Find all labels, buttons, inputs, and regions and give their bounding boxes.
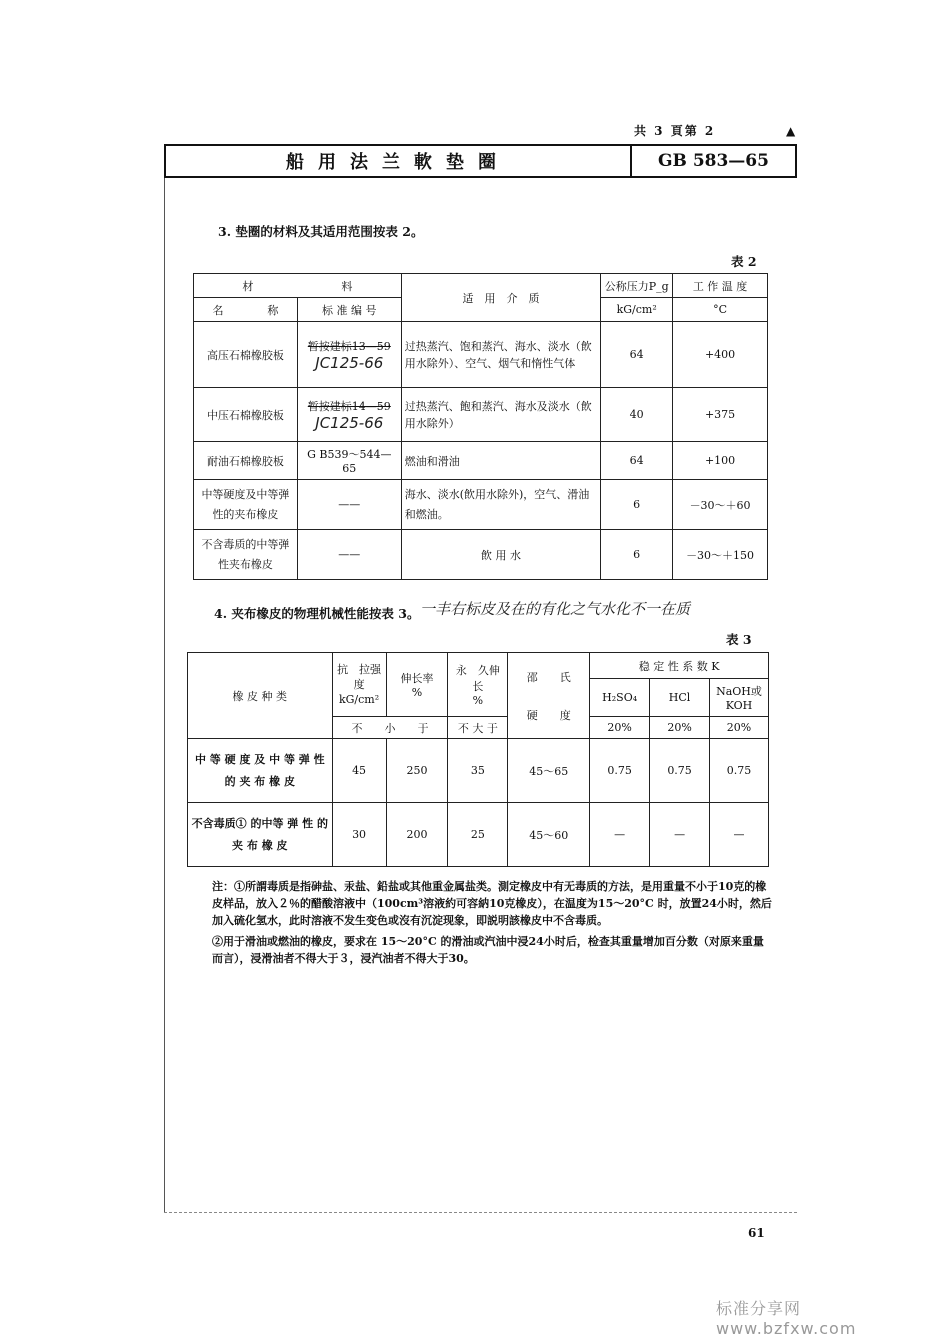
- th-max: 不 大 于: [448, 717, 508, 739]
- handwritten-note: 一丰右标皮及在的有化之气水化不一在质: [420, 600, 691, 618]
- th-min: 不 小 于: [332, 717, 448, 739]
- section-3-heading: 3. 垫圈的材料及其适用范围按表 2。: [218, 224, 424, 239]
- th-pct-3: 20%: [710, 717, 769, 739]
- cell-temp: +400: [673, 322, 768, 388]
- cell-perm: 35: [448, 739, 508, 803]
- watermark: 标准分享网 www.bzfxw.com: [716, 1299, 857, 1338]
- th-perm-label: 永 久伸 长: [455, 664, 511, 693]
- handwritten-stdno: JC125-66: [315, 353, 384, 372]
- table-row: [194, 480, 768, 530]
- cell-type: 中 等 硬 度 及 中 等 弹 性 的 夹 布 橡 皮: [188, 739, 333, 803]
- cell-h2so4: —: [590, 803, 650, 867]
- th-pct-2: 20%: [650, 717, 710, 739]
- th-medium: 适 用 介 质: [401, 274, 601, 322]
- cell-tensile: 45: [332, 739, 386, 803]
- cell-shore: 45～60: [508, 803, 590, 867]
- th-shore-label: 邵 氏: [526, 670, 571, 684]
- th-elong: [386, 653, 448, 717]
- cell-naoh: —: [710, 803, 769, 867]
- cell-medium: 过热蒸汽、飽和蒸汽、海水及淡水（飲用水除外）: [401, 388, 601, 442]
- th-pct-1: 20%: [590, 717, 650, 739]
- th-shore: [508, 653, 590, 739]
- cell-perm: 25: [448, 803, 508, 867]
- standard-number: GB 583—65: [658, 151, 769, 171]
- th-stdno: 标 准 编 号: [297, 298, 401, 322]
- cell-name: 中压石棉橡胶板: [194, 388, 298, 442]
- header-box: [164, 144, 797, 178]
- cell-temp: －30～＋150: [673, 530, 768, 580]
- th-elong-label: 伸长率: [400, 672, 434, 685]
- th-tensile-unit: kG/cm²: [338, 693, 380, 706]
- cell-hcl: 0.75: [650, 739, 710, 803]
- th-material: 材 料: [194, 274, 402, 298]
- cell-medium: 飲 用 水: [401, 530, 601, 580]
- table-3-label: 表 3: [726, 632, 752, 647]
- cell-name: 高压石棉橡胶板: [194, 322, 298, 388]
- cell-temp: +375: [673, 388, 768, 442]
- struck-stdno: 暂按建标14—59: [307, 399, 391, 413]
- cell-medium: 燃油和滑油: [401, 442, 601, 480]
- notes: [212, 878, 772, 967]
- table-2-label: 表 2: [731, 254, 757, 269]
- page-number: 61: [748, 1226, 765, 1240]
- cell-pressure: 6: [601, 530, 673, 580]
- th-tensile-label: 抗 拉强 度: [337, 663, 393, 691]
- th-perm: [448, 653, 511, 717]
- th-temp-unit: °C: [673, 298, 768, 322]
- th-shore-label2: 硬 度: [526, 708, 571, 722]
- struck-stdno: 暂按建标13—59: [307, 339, 391, 353]
- table-3: [187, 652, 769, 867]
- cell-hcl: —: [650, 803, 710, 867]
- table-row: [188, 803, 769, 867]
- doc-title: 船用法兰軟垫圈: [166, 146, 632, 176]
- cell-stdno: G B539～544—65: [297, 442, 401, 480]
- th-pressure: 公称压力P_g: [601, 274, 673, 298]
- cell-elong: 250: [386, 739, 448, 803]
- cell-temp: +100: [673, 442, 768, 480]
- section-4-heading: 4. 夹布橡皮的物理机械性能按表 3。: [214, 606, 420, 621]
- th-naoh: NaOH或KOH: [710, 679, 769, 717]
- cell-shore: 45～65: [508, 739, 590, 803]
- corner-mark: ▲: [786, 124, 796, 138]
- cell-medium: 海水、淡水(飲用水除外)，空气、滑油和燃油。: [401, 480, 601, 530]
- cell-pressure: 64: [601, 322, 673, 388]
- cell-name: 不含毒质的中等弹性夹布橡皮: [194, 530, 298, 580]
- table-row: [194, 322, 768, 388]
- cell-h2so4: 0.75: [590, 739, 650, 803]
- th-perm-unit: %: [472, 694, 484, 707]
- table-row: [194, 442, 768, 480]
- th-type: 橡 皮 种 类: [188, 653, 333, 739]
- bottom-rule: [164, 1212, 797, 1213]
- cell-pressure: 6: [601, 480, 673, 530]
- th-stability: 稳 定 性 系 数 K: [590, 653, 769, 679]
- th-name: 名 称: [194, 298, 298, 322]
- note-2: ②用于滑油或燃油的橡皮，要求在 15～20°C 的滑油或汽油中浸24小时后，检查其重量增加百分数（对原来重量而言），浸滑油者不得大于３，浸汽油者不得大于30。: [212, 935, 764, 965]
- left-rule: [164, 178, 165, 1213]
- th-temp: 工 作 温 度: [673, 274, 768, 298]
- cell-name: 中等硬度及中等弹性的夹布橡皮: [194, 480, 298, 530]
- table-2: [193, 273, 768, 580]
- th-elong-unit: %: [411, 686, 423, 699]
- handwritten-stdno: JC125-66: [315, 413, 384, 432]
- cell-name: 耐油石棉橡胶板: [194, 442, 298, 480]
- note-1: 注：①所謂毒质是指砷盐、汞盐、鉛盐或其他重金属盐类。測定橡皮中有无毒质的方法，是用重量不小于10克的橡皮样品，放入２％的醋酸溶液中（100cm³溶液約可容納10克橡皮），在温度为15～20°C 时，放置24小时，然后加入硫化氢水，此时溶液不发生变色或沒有沉淀现象，即説明該橡皮中不含毒质。: [212, 880, 772, 927]
- cell-stdno: ——: [297, 530, 401, 580]
- cell-type: 不含毒质① 的中等 弹 性 的 夹 布 橡 皮: [188, 803, 333, 867]
- table-row: [188, 739, 769, 803]
- cell-temp: －30～＋60: [673, 480, 768, 530]
- cell-naoh: 0.75: [710, 739, 769, 803]
- cell-stdno: ——: [297, 480, 401, 530]
- th-h2so4: H₂SO₄: [590, 679, 650, 717]
- cell-stdno: [297, 322, 401, 388]
- page-info: 共 3 頁第 2: [634, 124, 716, 138]
- cell-elong: 200: [386, 803, 448, 867]
- cell-pressure: 64: [601, 442, 673, 480]
- cell-stdno: [297, 388, 401, 442]
- cell-pressure: 40: [601, 388, 673, 442]
- table-row: [194, 388, 768, 442]
- th-hcl: HCl: [650, 679, 710, 717]
- cell-medium: 过热蒸汽、饱和蒸汽、海水、淡水（飲用水除外）、空气、烟气和惰性气体: [401, 322, 601, 388]
- th-pressure-unit: kG/cm²: [601, 298, 673, 322]
- th-tensile: [332, 653, 393, 717]
- cell-tensile: 30: [332, 803, 386, 867]
- table-row: [194, 530, 768, 580]
